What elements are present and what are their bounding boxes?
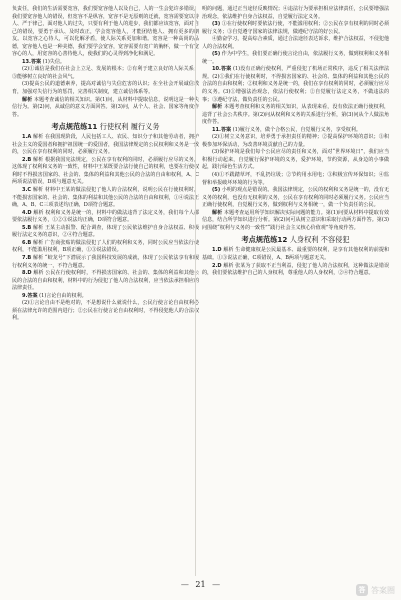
answer-text: 负责任，我们的生活需要宽容，我们要宽容他人以及自己，人的一生会犯许多错误，我们要宽容他人的错误，但宽容不是纵容，宽容不是无原则的迁就，宽容需要宽以待人、严于律己，面对他人的过失，只要有利于他人的进步，我们都应该宽容，面对自己的错误，要勇于承认、及时改正，学会宽容他人，才能团结他人、拥有更多的朋友。以宽容之心待人，可以化解矛盾，使人际关系更加和谐。宽容是一种高尚的品德，宽容他人也是一种美德，我们要学会宽容，宽容需要有宽广的胸怀，做一个有宽容心的人，用宽容的心善待他人，使我们的心灵得到净化和满足。 — [12, 6, 199, 58]
answer-text: 小明的观点是错误的。我国法律规定，公民的权利和义务是统一的，没有无义务的权利，也没有无权利的义务，公民在享有权利的同时必须履行义务。公民应当正确行使权利，自觉履行义务，做到权利与义务相统一，做一个负责任的公民。 — [202, 187, 390, 209]
answer-text: (3)提高公民的道德素养，提高对诚信与失信危害的认识；在全社会开展诚信教育，加强对失信行为的惩罚，完善相关制度，建立诚信体系等。 — [12, 81, 199, 96]
watermark-text: 答案圈 — [371, 585, 395, 595]
answer-paragraph — [12, 187, 199, 210]
answer-paragraph — [12, 66, 199, 81]
answer-text: (1)失信。 — [42, 58, 65, 65]
answer-paragraph — [202, 149, 389, 172]
answer-text: 本题考查运用所学知识解决实际问题的能力。第(1)问要从材料中提取有效信息，结合所学知识进行分析。第(2)问可从树立意识和采取行动两方面作答。第(3)问围绕“权利与义务的一致性”“践行社会主义核心价值观”等角度作答。 — [202, 209, 389, 231]
answer-paragraph — [12, 6, 199, 59]
page-number: 21 — [195, 580, 206, 589]
answer-label: 解析 — [22, 96, 33, 103]
right-column — [202, 6, 389, 278]
answer-paragraph — [202, 187, 389, 210]
answer-label: 7.B — [22, 254, 32, 261]
answer-paragraph — [202, 6, 389, 21]
answer-text: (1)言论自由的权利。 — [39, 292, 87, 299]
answer-text: 解析 王某主动报警、配合调查，体现了公民依法维护自身合法权益、积极履行法定义务的意识，②④符合题意。 — [12, 224, 199, 239]
answer-text: (2)①言论自由不是绝对的，不是想说什么就说什么，公民行使言论自由权利必须在法律允许的范围内进行；②公民在行使言论自由权利时，不得侵犯他人的合法权利。 — [12, 300, 199, 322]
answer-paragraph — [202, 210, 389, 233]
answer-text: 作为中学生，我们要正确行使言论自由，依法履行义务，做到权利和义务相统一。 — [202, 51, 390, 65]
answer-text: (2)①诚信是我们在社会上立足、发展的根本；②有利于建立良好的人际关系；③能够树立良好的社会风气。 — [12, 66, 199, 80]
watermark — [356, 584, 395, 596]
answer-label: 6.B — [22, 239, 32, 246]
answer-paragraph — [12, 240, 199, 255]
footer-dash-right: — — [212, 580, 221, 589]
answer-label: (5) — [212, 187, 221, 194]
answer-text: 解析 广告商张贴的做法侵犯了人们的权利和义务，同时公民应当依法行使权利，不能滥用权利，B项正确，①③说法错误。 — [12, 239, 199, 254]
answer-label: (5) — [212, 51, 221, 58]
answer-label: 8.D — [22, 270, 32, 277]
left-column — [12, 6, 199, 323]
answer-text: 解析 公民在行使权利时，不得损害国家的、社会的、集体的利益和其他公民的合法的自由和权利，材料中的行为侵犯了他人的合法权利，应当依法承担相应的法律责任。 — [12, 270, 199, 292]
answer-label: 1.A — [22, 134, 32, 141]
answer-label: 4.D — [22, 209, 32, 216]
answer-text: (2)①树立义务意识，培养勇于承担责任的精神；②提高保护环境的意识；③积极参加环保活动，为改善环境贡献自己的力量。 — [202, 134, 389, 148]
answer-text: 解析 张某为了获取不正当利益，侵犯了他人的合法权利，这种做法是错误的，我们要依法维护自己的人身权利，尊重他人的人身权利，②④符合题意。 — [202, 262, 389, 277]
answer-text: ④勤奋学习，提高综合素质，通过合法途径表达诉求，维护合法权益，不侵犯他人的合法权利。 — [202, 36, 389, 50]
watermark-logo-icon: 答 — [356, 584, 368, 596]
answer-paragraph — [202, 247, 389, 262]
answer-label: 1.D — [212, 247, 222, 254]
section-heading — [12, 121, 199, 133]
answer-text: 明的问题，通过正当途径反映情况；④违法行为要承担相应法律责任，公民要增强法治观念，依法维护自身合法权益，自觉履行法定义务。 — [202, 6, 389, 20]
section-number: 考点规范练12 — [241, 235, 288, 245]
answer-paragraph — [12, 225, 199, 240]
section-heading — [202, 234, 389, 246]
answer-text: 本题考查诚信的相关知识。第(1)问，从材料中提取信息，说明这是一种失信行为。第(2)问，从诚信的意义方面回答。第(3)问，从个人、社会、国家等角度作答。 — [12, 96, 199, 118]
answer-paragraph — [12, 300, 199, 323]
answer-text: (4)①不践踏草坪，不乱扔垃圾；②节约用水用电；③积极宣传环保知识；④监督和举报破坏环境的行为等。 — [202, 172, 389, 186]
answer-label: (3) — [212, 21, 221, 28]
answer-paragraph — [202, 51, 389, 66]
answer-text: 解析 材料中王某的做法侵犯了他人的合法权利，说明公民在行使权利时，不能损害国家的、社会的、集体的利益和其他公民的合法的自由和权利，①④说法正确，A、B、C三项表述均正确，D项符合题意。 — [12, 187, 199, 209]
answer-paragraph — [12, 157, 199, 187]
answer-label: 解析 — [212, 104, 223, 111]
page-footer — [0, 578, 401, 592]
answer-label: 3.C — [22, 187, 32, 194]
answer-text: 解析 权利和义务是统一的，材料中的做法违背了法定义务，我们每个人都要依法履行义务，①②③说法均正确，D项符合题意。 — [12, 209, 199, 224]
answer-label: 2.D — [212, 262, 222, 269]
answer-text: 解析 根据我国宪法规定，公民在享有权利的同时，必须履行应尽的义务，这体现了权利和义务的一致性，材料中王某既要合法行使自己的权利，也要在行使权利时不得损害国家的、社会的、集体的利益和其他公民的合法的自由和权利，A、C两项说法错误，D项与题意无关。 — [12, 156, 199, 186]
answer-paragraph — [12, 97, 199, 120]
answer-label: 5.B — [22, 224, 32, 231]
answer-paragraph — [202, 104, 389, 127]
answer-text: (1)履行义务，做个合格公民，自觉履行义务，享受权利。 — [232, 126, 361, 133]
answer-paragraph — [202, 21, 389, 36]
answer-paragraph — [12, 255, 199, 270]
answer-text: (1)没有正确行使权利，严重侵犯了机场正常秩序，违反了相关法律法规。(2)①我们在行使权利时，不得损害国家的、社会的、集体的利益和其他公民的合法的自由和权利；②权利和义务是统一的，我们在享有权利的同时，必须履行应尽的义务。(3)①增强法治观念，依法行使权利；②自觉履行法定义务，不做违法的事；③遵纪守法，做负责任的公民。 — [202, 66, 389, 103]
answer-label: 2.B — [22, 156, 32, 163]
answer-paragraph — [12, 270, 199, 293]
column-divider — [195, 6, 196, 576]
answer-text: 本题考查权利和义务的相关知识，从表现来看，没有依法正确行使权利，违背了社会公共秩序。第(2)问从权利和义务的关系进行分析，第(3)问从个人做法角度作答。 — [202, 104, 390, 126]
section-title: 行使权利 履行义务 — [99, 122, 160, 132]
answer-paragraph — [202, 134, 389, 149]
answer-text: (3)保护环境是我们每个公民应尽的责任和义务，面对“世界环境日”，我们应当积极行动起来，自觉履行保护环境的义务，爱护环境，节约资源，从身边的小事做起，践行绿色生活方式。 — [202, 149, 389, 171]
answer-label: 9.答案 — [22, 292, 38, 299]
answer-paragraph — [202, 172, 389, 187]
section-number: 考点规范练11 — [51, 122, 98, 132]
footer-dash-left: — — [180, 580, 189, 589]
answer-paragraph — [12, 81, 199, 96]
answer-label: 10.答案 — [212, 66, 232, 73]
answer-label: 解析 — [212, 209, 223, 216]
answer-label: 11.答案 — [212, 126, 232, 133]
answer-paragraph — [202, 66, 389, 104]
section-title: 人身权利 不容侵犯 — [289, 235, 350, 245]
answer-paragraph — [12, 134, 199, 157]
answer-text: 解析 生命健康权是公民最基本、最重要的权利，是享有其他权利的前提和基础。①③说法正确，C项错误，A、B两项与题意无关。 — [202, 247, 389, 261]
answer-label: 13.答案 — [22, 58, 42, 65]
answer-paragraph — [12, 210, 199, 225]
answer-text: 解析 在我国现阶段，人民包括工人、农民、知识分子和其他劳动者，拥护社会主义的爱国者和拥护祖国统一的爱国者，我国法律规定的公民权利和义务是一致的，公民在享有权利的同时，必须履行义务。 — [12, 134, 199, 156]
answer-text: 解析 “蛟龙号”下潜展示了我国科技发展的成就，体现了公民依法享有和履行权利义务的统一，不符合题意。 — [12, 254, 200, 269]
answer-paragraph — [202, 36, 389, 51]
answer-paragraph — [202, 263, 389, 278]
answer-text: ①在行使权利时要依法行使，不能滥用权利；②公民在享有权利的同时必须履行义务；③自觉遵守国家的法律法规，做遵纪守法的好公民。 — [202, 21, 390, 35]
